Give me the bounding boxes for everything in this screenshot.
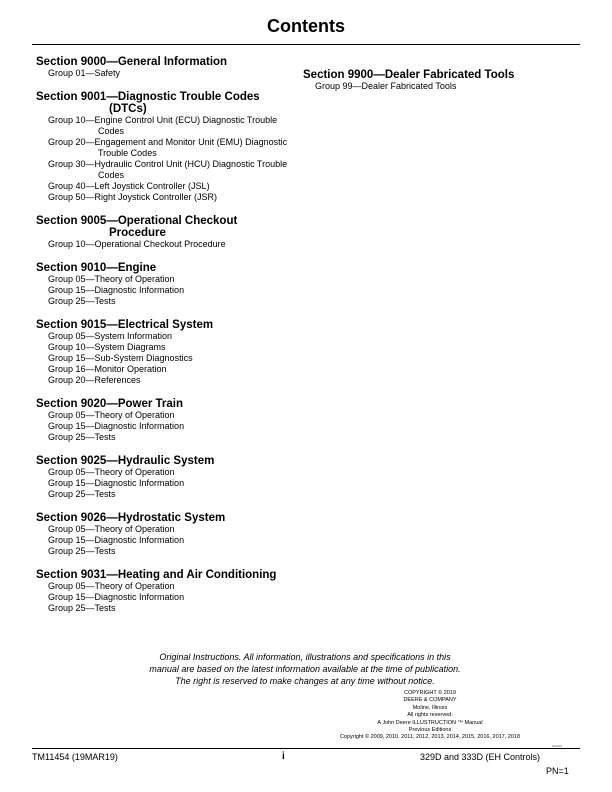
group-entry[interactable]: Group 25—Tests <box>48 296 116 306</box>
section-heading[interactable]: Section 9025—Hydraulic System <box>36 455 215 467</box>
group-entry[interactable]: Group 05—Theory of Operation <box>48 467 175 477</box>
group-entry[interactable]: Group 15—Diagnostic Information <box>48 478 185 488</box>
copyright-line: COPYRIGHT © 2019 <box>404 690 456 696</box>
copyright-line: DEERE & COMPANY <box>403 697 457 704</box>
group-entry[interactable]: Group 40—Left Joystick Controller (JSL) <box>48 181 210 191</box>
toc-section <box>303 69 573 92</box>
group-entry[interactable]: Group 20—References <box>48 375 141 385</box>
page-title: Contents <box>267 16 345 36</box>
copyright-line: Previous Editions <box>408 727 452 734</box>
group-entry[interactable]: Group 10—System Diagrams <box>48 342 166 352</box>
section-heading[interactable]: Section 9026—Hydrostatic System <box>36 512 226 524</box>
group-entry[interactable]: Group 25—Tests <box>48 489 116 499</box>
toc-right-column <box>303 69 573 104</box>
group-entry[interactable]: Group 25—Tests <box>48 546 116 556</box>
toc-section <box>36 319 291 386</box>
toc-section <box>36 398 291 443</box>
group-entry[interactable]: Group 50—Right Joystick Controller (JSR) <box>48 192 218 202</box>
group-entry[interactable]: Group 25—Tests <box>48 432 116 442</box>
copyright-line: A John Deere ILLUSTRUCTION ™ Manual <box>377 719 483 726</box>
group-entry[interactable]: Group 15—Sub-System Diagnostics <box>48 353 193 363</box>
group-entry[interactable]: Group 15—Diagnostic Information <box>48 535 185 545</box>
footer-model: 329D and 333D (EH Controls) <box>420 752 541 762</box>
notice-line: The right is reserved to make changes at any time without notice. <box>175 676 435 686</box>
group-entry[interactable]: Group 05—System Information <box>48 331 173 341</box>
group-entry[interactable]: Group 05—Theory of Operation <box>48 274 175 284</box>
toc-section <box>36 262 291 307</box>
top-divider <box>32 44 580 45</box>
small-print-code: 031919 <box>552 744 563 748</box>
notice-line: Original Instructions. All information, illustrations and specifications in this <box>159 652 451 662</box>
footer-doc-number: TM11454 (19MAR19) <box>32 752 118 762</box>
group-entry[interactable]: Group 10—Operational Checkout Procedure <box>48 239 226 249</box>
toc-section <box>36 512 291 557</box>
section-heading[interactable]: Section 9005—Operational Checkout Procedure <box>36 215 238 239</box>
toc-left-column <box>36 56 291 626</box>
group-entry[interactable]: Group 25—Tests <box>48 603 116 613</box>
group-entry[interactable]: Group 01—Safety <box>48 68 121 78</box>
copyright-line: Moline, Illinois <box>412 704 448 711</box>
section-heading[interactable]: Section 9001—Diagnostic Trouble Codes (DTCs) <box>36 91 260 115</box>
section-heading[interactable]: Section 9010—Engine <box>36 262 157 274</box>
section-heading[interactable]: Section 9031—Heating and Air Conditioning <box>36 569 277 581</box>
toc-section <box>36 91 291 203</box>
toc-section <box>36 455 291 500</box>
section-heading[interactable]: Section 9000—General Information <box>36 56 228 68</box>
group-entry[interactable]: Group 16—Monitor Operation <box>48 364 167 374</box>
group-entry[interactable]: Group 05—Theory of Operation <box>48 581 175 591</box>
original-instructions-notice <box>60 651 550 687</box>
bottom-divider <box>32 748 580 749</box>
toc-section <box>36 569 291 614</box>
group-entry[interactable]: Group 20—Engagement and Monitor Unit (EMU) Diagnostic Trouble Codes <box>48 137 288 158</box>
group-entry[interactable]: Group 15—Diagnostic Information <box>48 285 185 295</box>
toc-section <box>36 56 291 79</box>
group-entry[interactable]: Group 15—Diagnostic Information <box>48 592 185 602</box>
section-heading[interactable]: Section 9900—Dealer Fabricated Tools <box>303 69 515 81</box>
footer-page-number: i <box>282 751 285 762</box>
group-entry[interactable]: Group 99—Dealer Fabricated Tools <box>315 81 457 91</box>
group-entry[interactable]: Group 05—Theory of Operation <box>48 410 175 420</box>
footer-pn: PN=1 <box>546 766 569 776</box>
toc-section <box>36 215 291 250</box>
notice-line: manual are based on the latest information available at the time of publication. <box>149 664 461 674</box>
section-heading[interactable]: Section 9015—Electrical System <box>36 319 214 331</box>
section-heading[interactable]: Section 9020—Power Train <box>36 398 184 410</box>
group-entry[interactable]: Group 10—Engine Control Unit (ECU) Diagnostic Trouble Codes <box>48 115 278 136</box>
copyright-line: All rights reserved. <box>407 712 453 719</box>
copyright-line: Copyright © 2009, 2010, 2011, 2012, 2013, 2014, 2015, 2016, 2017, 2018 <box>339 734 521 741</box>
group-entry[interactable]: Group 05—Theory of Operation <box>48 524 175 534</box>
group-entry[interactable]: Group 15—Diagnostic Information <box>48 421 185 431</box>
group-entry[interactable]: Group 30—Hydraulic Control Unit (HCU) Diagnostic Trouble Codes <box>48 159 288 180</box>
copyright-block <box>300 690 560 742</box>
